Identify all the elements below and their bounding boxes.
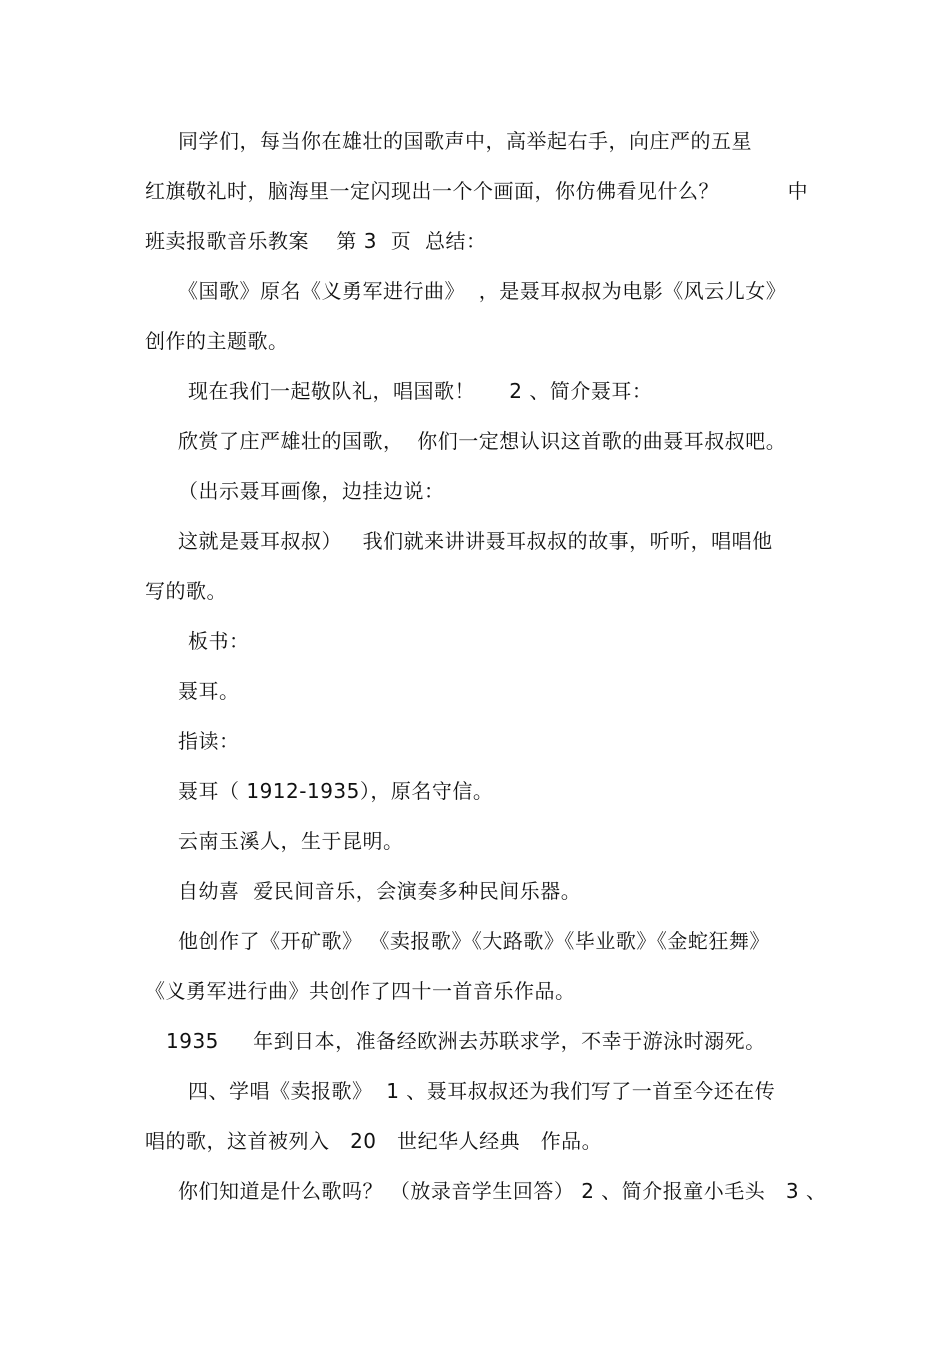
text-line: 写的歌。 (145, 579, 227, 603)
text-line: 聂耳。 (178, 679, 240, 703)
text-line: 现在我们一起敬队礼，唱国歌！ 2 、简介聂耳： (188, 379, 653, 403)
text-line: 聂耳（ 1912-1935），原名守信。 (178, 779, 494, 803)
text-line: 班卖报歌音乐教案 第 3 页 总结： (145, 229, 487, 253)
text-line: 云南玉溪人，生于昆明。 (178, 829, 404, 853)
text-line: 《义勇军进行曲》共创作了四十一首音乐作品。 (145, 979, 576, 1003)
text-line: 指读： (178, 729, 240, 753)
text-line: 红旗敬礼时，脑海里一定闪现出一个个画面，你仿佛看见什么？ 中 (145, 179, 809, 203)
text-line: 他创作了《开矿歌》 《卖报歌》《大路歌》《毕业歌》《金蛇狂舞》 (178, 929, 770, 953)
text-line: 你们知道是什么歌吗？ （放录音学生回答） 2 、简介报童小毛头 3 、 (178, 1179, 827, 1203)
text-line: （出示聂耳画像，边挂边说： (178, 479, 445, 503)
text-line: 创作的主题歌。 (145, 329, 289, 353)
text-line: 唱的歌，这首被列入 20 世纪华人经典 作品。 (145, 1129, 603, 1153)
text-line: 《国歌》原名《义勇军进行曲》 ，是聂耳叔叔为电影《风云儿女》 (178, 279, 787, 303)
text-line: 自幼喜 爱民间音乐，会演奏多种民间乐器。 (178, 879, 582, 903)
text-line: 四、学唱《卖报歌》 1 、聂耳叔叔还为我们写了一首至今还在传 (188, 1079, 776, 1103)
text-line: 板书： (188, 629, 250, 653)
text-line: 这就是聂耳叔叔） 我们就来讲讲聂耳叔叔的故事，听听，唱唱他 (178, 529, 773, 553)
text-line: 欣赏了庄严雄壮的国歌， 你们一定想认识这首歌的曲聂耳叔叔吧。 (178, 429, 787, 453)
text-line: 1935 年到日本，准备经欧洲去苏联求学，不幸于游泳时溺死。 (166, 1029, 766, 1053)
text-line: 同学们，每当你在雄壮的国歌声中，高举起右手，向庄严的五星 (178, 129, 752, 153)
